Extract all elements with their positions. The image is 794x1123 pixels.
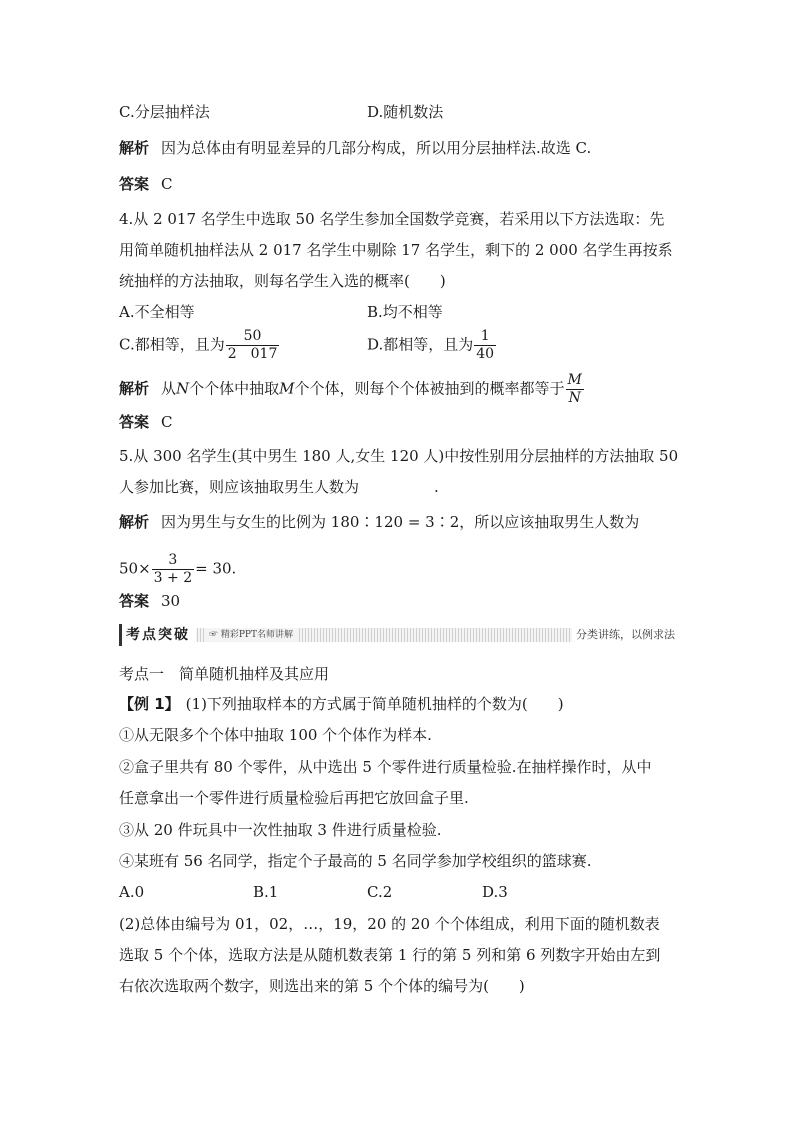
calc-suffix: = 30.: [195, 559, 237, 578]
example-item-2-line1: ②盒子里共有 80 个零件，从中选出 5 个零件进行质量检验.在抽样操作时，从中: [119, 758, 652, 776]
banner-title: 考点突破: [119, 624, 196, 646]
fraction-numerator: 1: [480, 328, 490, 344]
example-label: 【例 1】: [119, 695, 180, 713]
q3-option-d: D.随机数法: [367, 103, 444, 121]
option-c-fraction: [226, 328, 280, 363]
calc-prefix: 50×: [119, 559, 151, 578]
example-part2-line3: 右依次选取两个数字，则选出来的第 5 个个体的编号为( ): [119, 977, 525, 995]
example-option-a: A.0: [119, 883, 145, 901]
analysis-text: 从: [161, 379, 177, 398]
section-heading: 考点一 简单随机抽样及其应用: [119, 665, 330, 683]
answer-label: 答案: [119, 592, 150, 610]
probability-fraction: [566, 372, 584, 407]
q5-stem-line1: 5.从 300 名学生(其中男生 180 人,女生 120 人)中按性别用分层抽样的方法抽取 50: [119, 447, 679, 465]
q5-stem-line2: 人参加比赛，则应该抽取男生人数为 .: [119, 478, 439, 496]
fraction-denominator: 3 + 2: [153, 570, 193, 586]
q5-answer: [119, 591, 180, 611]
fraction-numerator: 3: [168, 552, 178, 568]
example-option-c: C.2: [367, 883, 393, 901]
fraction-numerator: 50: [243, 328, 262, 344]
q4-answer: [119, 412, 173, 432]
example-1: [119, 694, 564, 714]
q4-option-c: [119, 328, 280, 363]
q3-answer: [119, 174, 173, 194]
q3-option-c: C.分层抽样法: [119, 103, 210, 121]
example-item-3: ③从 20 件玩具中一次性抽取 3 件进行质量检验.: [119, 821, 442, 839]
q4-stem-line3: 统抽样的方法抽取，则每名学生入选的概率( ): [119, 272, 446, 290]
calc-fraction: [152, 552, 194, 587]
fraction-denominator: 40: [476, 346, 495, 362]
answer-value: C: [161, 413, 173, 431]
q4-option-a: A.不全相等: [119, 303, 195, 321]
variable-m: M: [279, 379, 295, 398]
answer-value: C: [161, 175, 173, 193]
example-item-1: ①从无限多个个体中抽取 100 个个体作为样本.: [119, 726, 432, 744]
analysis-label: 解析: [119, 379, 150, 398]
option-d-fraction: [474, 328, 496, 363]
answer-label: 答案: [119, 175, 150, 193]
fraction-denominator: 2 017: [227, 346, 278, 362]
example-text: (1)下列抽取样本的方式属于简单随机抽样的个数为( ): [185, 695, 564, 713]
section-banner: [119, 624, 679, 646]
option-d-prefix: D.都相等，且为: [367, 335, 474, 354]
analysis-text: 个个体，则每个个体被抽到的概率都等于: [294, 379, 565, 398]
fraction-numerator: M: [567, 372, 582, 388]
analysis-label: 解析: [119, 513, 150, 531]
analysis-text: 因为男生与女生的比例为 180∶120 = 3∶2，所以应该抽取男生人数为: [161, 513, 640, 531]
answer-value: 30: [161, 592, 181, 610]
analysis-label: 解析: [119, 139, 150, 157]
q5-analysis: [119, 512, 639, 532]
q4-stem-line1: 4.从 2 017 名学生中选取 50 名学生参加全国数学竞赛，若采用以下方法选取：先: [119, 210, 665, 228]
q4-option-d: [367, 328, 497, 363]
q4-analysis: [119, 372, 585, 407]
banner-subtitle: ☞ 精彩PPT名师讲解: [205, 628, 297, 642]
q4-stem-line2: 用简单随机抽样法从 2 017 名学生中剔除 17 名学生，剩下的 2 000 名学生再按系: [119, 241, 673, 259]
q4-option-b: B.均不相等: [367, 303, 443, 321]
option-c-prefix: C.都相等，且为: [119, 335, 225, 354]
analysis-text: 个个体中抽取: [189, 379, 280, 398]
analysis-text: 因为总体由有明显差异的几部分构成，所以用分层抽样法.故选 C.: [161, 139, 592, 157]
q3-analysis: [119, 138, 591, 158]
banner-right-text: 分类讲练，以例求法: [572, 628, 679, 642]
answer-label: 答案: [119, 413, 150, 431]
fraction-denominator: N: [566, 389, 584, 407]
example-part2-line2: 选取 5 个个体，选取方法是从随机数表第 1 行的第 5 列和第 6 列数字开始由左到: [119, 946, 661, 964]
q5-calculation: [119, 552, 236, 587]
example-option-d: D.3: [482, 883, 508, 901]
variable-n: N: [176, 379, 190, 398]
example-part2-line1: (2)总体由编号为 01，02，…，19，20 的 20 个个体组成，利用下面的随机数表: [119, 915, 660, 933]
example-item-2-line2: 任意拿出一个零件进行质量检验后再把它放回盒子里.: [119, 789, 469, 807]
example-item-4: ④某班有 56 名同学，指定个子最高的 5 名同学参加学校组织的篮球赛.: [119, 852, 592, 870]
example-option-b: B.1: [253, 883, 279, 901]
